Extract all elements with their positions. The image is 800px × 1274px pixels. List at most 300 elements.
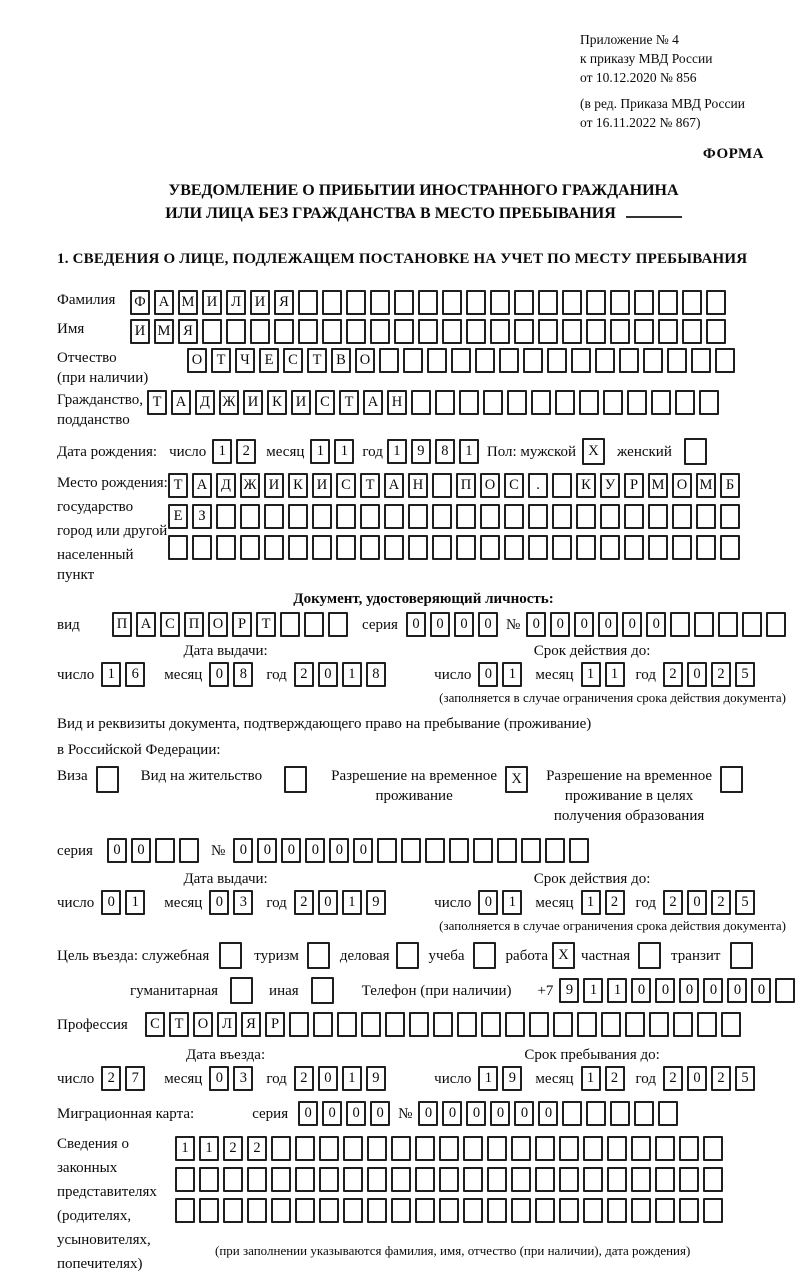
char-box[interactable]: Т (256, 612, 276, 637)
char-box[interactable] (511, 1198, 531, 1223)
char-box[interactable] (675, 390, 695, 415)
char-box[interactable] (634, 1101, 654, 1126)
char-box[interactable] (223, 1167, 243, 1192)
char-box[interactable] (571, 348, 591, 373)
char-box[interactable] (538, 290, 558, 315)
char-box[interactable]: 2 (294, 662, 314, 687)
char-box[interactable] (603, 390, 623, 415)
char-box[interactable] (699, 390, 719, 415)
char-box[interactable] (634, 290, 654, 315)
char-box[interactable]: Ч (235, 348, 255, 373)
char-box[interactable] (264, 535, 284, 560)
char-box[interactable]: 5 (735, 1066, 755, 1091)
char-box[interactable] (418, 290, 438, 315)
char-box[interactable]: Т (168, 473, 188, 498)
char-box[interactable] (216, 535, 236, 560)
char-box[interactable] (319, 1167, 339, 1192)
char-box[interactable] (457, 1012, 477, 1037)
char-box[interactable] (601, 1012, 621, 1037)
char-box[interactable] (505, 1012, 525, 1037)
char-box[interactable] (658, 290, 678, 315)
char-box[interactable] (562, 319, 582, 344)
char-box[interactable]: О (193, 1012, 213, 1037)
char-box[interactable]: Р (624, 473, 644, 498)
char-box[interactable]: С (283, 348, 303, 373)
char-box[interactable]: Ф (130, 290, 150, 315)
char-box[interactable] (631, 1198, 651, 1223)
char-box[interactable] (667, 348, 687, 373)
char-box[interactable] (336, 535, 356, 560)
char-box[interactable]: 2 (663, 1066, 683, 1091)
char-box[interactable] (391, 1136, 411, 1161)
char-box[interactable]: 1 (607, 978, 627, 1003)
char-box[interactable] (451, 348, 471, 373)
char-box[interactable]: П (112, 612, 132, 637)
char-box[interactable] (576, 504, 596, 529)
char-box[interactable]: С (315, 390, 335, 415)
char-box[interactable] (697, 1012, 717, 1037)
char-box[interactable] (624, 504, 644, 529)
checkbox-residence-permit[interactable] (284, 766, 307, 793)
checkbox-temp-residence-education[interactable] (720, 766, 743, 793)
char-box[interactable]: 0 (574, 612, 594, 637)
char-box[interactable] (415, 1136, 435, 1161)
char-box[interactable] (394, 290, 414, 315)
char-box[interactable]: 8 (366, 662, 386, 687)
char-box[interactable] (463, 1136, 483, 1161)
char-box[interactable] (583, 1167, 603, 1192)
char-box[interactable] (312, 504, 332, 529)
char-box[interactable] (403, 348, 423, 373)
char-box[interactable] (703, 1167, 723, 1192)
char-box[interactable] (175, 1167, 195, 1192)
char-box[interactable]: Ж (240, 473, 260, 498)
char-box[interactable] (298, 319, 318, 344)
char-box[interactable] (504, 504, 524, 529)
char-box[interactable] (672, 504, 692, 529)
char-box[interactable] (559, 1198, 579, 1223)
char-box[interactable] (271, 1136, 291, 1161)
char-box[interactable] (514, 290, 534, 315)
char-box[interactable] (559, 1136, 579, 1161)
char-box[interactable] (442, 290, 462, 315)
char-box[interactable]: 6 (125, 662, 145, 687)
checkbox-purpose-tourism[interactable] (307, 942, 330, 969)
char-box[interactable] (553, 1012, 573, 1037)
char-box[interactable]: О (355, 348, 375, 373)
char-box[interactable]: Н (408, 473, 428, 498)
char-box[interactable] (425, 838, 445, 863)
char-box[interactable]: 2 (711, 1066, 731, 1091)
char-box[interactable]: 1 (502, 890, 522, 915)
char-box[interactable] (240, 504, 260, 529)
char-box[interactable]: 0 (209, 662, 229, 687)
char-box[interactable]: Е (259, 348, 279, 373)
char-box[interactable]: М (696, 473, 716, 498)
char-box[interactable] (679, 1198, 699, 1223)
char-box[interactable] (672, 535, 692, 560)
char-box[interactable]: 0 (281, 838, 301, 863)
char-box[interactable] (545, 838, 565, 863)
char-box[interactable] (384, 504, 404, 529)
char-box[interactable] (586, 290, 606, 315)
char-box[interactable]: Л (226, 290, 246, 315)
char-box[interactable] (289, 1012, 309, 1037)
char-box[interactable] (631, 1167, 651, 1192)
char-box[interactable] (346, 319, 366, 344)
char-box[interactable] (600, 535, 620, 560)
char-box[interactable] (328, 612, 348, 637)
checkbox-purpose-other[interactable] (311, 977, 334, 1004)
char-box[interactable] (610, 290, 630, 315)
checkbox-purpose-official[interactable] (219, 942, 242, 969)
char-box[interactable]: П (456, 473, 476, 498)
char-box[interactable]: К (288, 473, 308, 498)
char-box[interactable]: 0 (346, 1101, 366, 1126)
char-box[interactable] (655, 1167, 675, 1192)
char-box[interactable] (521, 838, 541, 863)
char-box[interactable]: Б (720, 473, 740, 498)
char-box[interactable]: С (504, 473, 524, 498)
char-box[interactable] (511, 1167, 531, 1192)
checkbox-purpose-work[interactable]: X (552, 942, 575, 969)
char-box[interactable] (271, 1198, 291, 1223)
char-box[interactable] (337, 1012, 357, 1037)
char-box[interactable] (658, 319, 678, 344)
char-box[interactable]: Т (169, 1012, 189, 1037)
char-box[interactable]: 0 (631, 978, 651, 1003)
char-box[interactable] (648, 504, 668, 529)
char-box[interactable]: Я (241, 1012, 261, 1037)
char-box[interactable] (658, 1101, 678, 1126)
char-box[interactable] (432, 504, 452, 529)
char-box[interactable]: 1 (342, 890, 362, 915)
char-box[interactable]: 1 (581, 1066, 601, 1091)
char-box[interactable] (715, 348, 735, 373)
char-box[interactable] (742, 612, 762, 637)
char-box[interactable]: 8 (435, 439, 455, 464)
char-box[interactable]: 0 (703, 978, 723, 1003)
char-box[interactable]: 1 (342, 662, 362, 687)
char-box[interactable] (703, 1198, 723, 1223)
char-box[interactable] (504, 535, 524, 560)
char-box[interactable] (682, 290, 702, 315)
char-box[interactable] (415, 1167, 435, 1192)
char-box[interactable] (691, 348, 711, 373)
char-box[interactable] (535, 1167, 555, 1192)
char-box[interactable]: 1 (310, 439, 330, 464)
char-box[interactable] (391, 1198, 411, 1223)
char-box[interactable]: 0 (687, 890, 707, 915)
char-box[interactable] (473, 838, 493, 863)
char-box[interactable] (155, 838, 175, 863)
char-box[interactable] (295, 1136, 315, 1161)
char-box[interactable] (168, 535, 188, 560)
char-box[interactable]: И (202, 290, 222, 315)
char-box[interactable] (562, 1101, 582, 1126)
char-box[interactable] (490, 319, 510, 344)
char-box[interactable] (507, 390, 527, 415)
char-box[interactable] (648, 535, 668, 560)
char-box[interactable]: И (130, 319, 150, 344)
char-box[interactable] (694, 612, 714, 637)
char-box[interactable] (625, 1012, 645, 1037)
char-box[interactable]: 0 (318, 1066, 338, 1091)
char-box[interactable] (343, 1167, 363, 1192)
char-box[interactable]: 0 (622, 612, 642, 637)
char-box[interactable]: 0 (406, 612, 426, 637)
char-box[interactable] (624, 535, 644, 560)
char-box[interactable]: 0 (538, 1101, 558, 1126)
char-box[interactable] (487, 1136, 507, 1161)
char-box[interactable]: 1 (212, 439, 232, 464)
char-box[interactable]: Н (387, 390, 407, 415)
char-box[interactable] (401, 838, 421, 863)
char-box[interactable]: 0 (305, 838, 325, 863)
char-box[interactable]: 9 (502, 1066, 522, 1091)
char-box[interactable]: Ж (219, 390, 239, 415)
char-box[interactable]: И (291, 390, 311, 415)
char-box[interactable]: 9 (366, 1066, 386, 1091)
char-box[interactable] (718, 612, 738, 637)
char-box[interactable]: 2 (247, 1136, 267, 1161)
char-box[interactable] (679, 1167, 699, 1192)
char-box[interactable] (361, 1012, 381, 1037)
char-box[interactable]: А (192, 473, 212, 498)
char-box[interactable]: 1 (175, 1136, 195, 1161)
char-box[interactable]: 1 (125, 890, 145, 915)
char-box[interactable]: 1 (101, 662, 121, 687)
char-box[interactable] (346, 290, 366, 315)
char-box[interactable] (583, 1198, 603, 1223)
char-box[interactable] (466, 290, 486, 315)
char-box[interactable] (720, 504, 740, 529)
char-box[interactable] (394, 319, 414, 344)
char-box[interactable]: 2 (605, 890, 625, 915)
char-box[interactable]: 0 (490, 1101, 510, 1126)
char-box[interactable] (577, 1012, 597, 1037)
char-box[interactable] (367, 1136, 387, 1161)
char-box[interactable] (619, 348, 639, 373)
char-box[interactable]: К (267, 390, 287, 415)
char-box[interactable] (280, 612, 300, 637)
char-box[interactable]: 1 (478, 1066, 498, 1091)
char-box[interactable]: З (192, 504, 212, 529)
char-box[interactable] (226, 319, 246, 344)
char-box[interactable] (298, 290, 318, 315)
char-box[interactable] (313, 1012, 333, 1037)
char-box[interactable] (175, 1198, 195, 1223)
char-box[interactable] (682, 319, 702, 344)
char-box[interactable] (370, 319, 390, 344)
char-box[interactable] (511, 1136, 531, 1161)
char-box[interactable]: Р (265, 1012, 285, 1037)
char-box[interactable] (435, 390, 455, 415)
char-box[interactable]: 2 (101, 1066, 121, 1091)
char-box[interactable]: 3 (233, 890, 253, 915)
char-box[interactable] (610, 1101, 630, 1126)
char-box[interactable] (600, 504, 620, 529)
char-box[interactable] (576, 535, 596, 560)
checkbox-visa[interactable] (96, 766, 119, 793)
char-box[interactable]: 0 (751, 978, 771, 1003)
char-box[interactable]: 2 (711, 662, 731, 687)
char-box[interactable] (586, 319, 606, 344)
char-box[interactable] (409, 1012, 429, 1037)
char-box[interactable]: 9 (411, 439, 431, 464)
char-box[interactable]: А (171, 390, 191, 415)
char-box[interactable] (411, 390, 431, 415)
char-box[interactable]: Я (178, 319, 198, 344)
char-box[interactable] (295, 1167, 315, 1192)
char-box[interactable] (555, 390, 575, 415)
char-box[interactable] (319, 1136, 339, 1161)
char-box[interactable]: . (528, 473, 548, 498)
char-box[interactable] (439, 1136, 459, 1161)
char-box[interactable]: 2 (236, 439, 256, 464)
char-box[interactable]: 1 (583, 978, 603, 1003)
char-box[interactable] (179, 838, 199, 863)
char-box[interactable]: И (312, 473, 332, 498)
char-box[interactable] (288, 504, 308, 529)
char-box[interactable] (586, 1101, 606, 1126)
char-box[interactable]: М (154, 319, 174, 344)
char-box[interactable]: 0 (209, 890, 229, 915)
char-box[interactable]: У (600, 473, 620, 498)
char-box[interactable] (649, 1012, 669, 1037)
char-box[interactable]: С (160, 612, 180, 637)
char-box[interactable] (655, 1136, 675, 1161)
char-box[interactable] (288, 535, 308, 560)
char-box[interactable] (481, 1012, 501, 1037)
char-box[interactable]: 0 (550, 612, 570, 637)
char-box[interactable]: 0 (318, 890, 338, 915)
char-box[interactable]: 1 (581, 662, 601, 687)
char-box[interactable]: 0 (514, 1101, 534, 1126)
char-box[interactable] (391, 1167, 411, 1192)
char-box[interactable]: 0 (329, 838, 349, 863)
char-box[interactable] (497, 838, 517, 863)
char-box[interactable] (216, 504, 236, 529)
char-box[interactable]: А (363, 390, 383, 415)
char-box[interactable]: 2 (663, 662, 683, 687)
char-box[interactable]: 0 (727, 978, 747, 1003)
char-box[interactable]: Е (168, 504, 188, 529)
char-box[interactable] (583, 1136, 603, 1161)
char-box[interactable] (627, 390, 647, 415)
checkbox-temp-residence-permit[interactable]: X (505, 766, 528, 793)
char-box[interactable] (607, 1198, 627, 1223)
char-box[interactable] (559, 1167, 579, 1192)
char-box[interactable]: 0 (353, 838, 373, 863)
char-box[interactable]: К (576, 473, 596, 498)
char-box[interactable] (415, 1198, 435, 1223)
char-box[interactable] (547, 348, 567, 373)
char-box[interactable] (490, 290, 510, 315)
char-box[interactable] (631, 1136, 651, 1161)
char-box[interactable] (535, 1198, 555, 1223)
char-box[interactable] (487, 1198, 507, 1223)
char-box[interactable] (432, 473, 452, 498)
char-box[interactable]: 0 (131, 838, 151, 863)
char-box[interactable]: И (264, 473, 284, 498)
char-box[interactable] (610, 319, 630, 344)
char-box[interactable]: 2 (711, 890, 731, 915)
char-box[interactable] (538, 319, 558, 344)
char-box[interactable] (459, 390, 479, 415)
char-box[interactable]: 0 (233, 838, 253, 863)
char-box[interactable] (199, 1198, 219, 1223)
char-box[interactable] (531, 390, 551, 415)
char-box[interactable] (439, 1198, 459, 1223)
char-box[interactable] (528, 535, 548, 560)
char-box[interactable]: Т (360, 473, 380, 498)
char-box[interactable] (360, 504, 380, 529)
char-box[interactable]: И (250, 290, 270, 315)
checkbox-purpose-business[interactable] (396, 942, 419, 969)
char-box[interactable]: 0 (101, 890, 121, 915)
char-box[interactable]: 2 (663, 890, 683, 915)
char-box[interactable] (322, 319, 342, 344)
char-box[interactable] (343, 1198, 363, 1223)
char-box[interactable] (370, 290, 390, 315)
char-box[interactable] (499, 348, 519, 373)
char-box[interactable]: 2 (605, 1066, 625, 1091)
char-box[interactable] (483, 390, 503, 415)
char-box[interactable] (192, 535, 212, 560)
checkbox-purpose-study[interactable] (473, 942, 496, 969)
char-box[interactable] (379, 348, 399, 373)
char-box[interactable]: 0 (322, 1101, 342, 1126)
char-box[interactable]: Т (339, 390, 359, 415)
char-box[interactable]: Т (307, 348, 327, 373)
char-box[interactable]: 2 (294, 890, 314, 915)
char-box[interactable] (343, 1136, 363, 1161)
char-box[interactable] (595, 348, 615, 373)
char-box[interactable]: О (672, 473, 692, 498)
char-box[interactable]: 0 (655, 978, 675, 1003)
char-box[interactable] (304, 612, 324, 637)
char-box[interactable]: Д (216, 473, 236, 498)
char-box[interactable] (367, 1167, 387, 1192)
char-box[interactable] (775, 978, 795, 1003)
checkbox-purpose-private[interactable] (638, 942, 661, 969)
char-box[interactable]: 9 (366, 890, 386, 915)
char-box[interactable]: 0 (454, 612, 474, 637)
char-box[interactable] (673, 1012, 693, 1037)
char-box[interactable]: 0 (687, 1066, 707, 1091)
char-box[interactable] (475, 348, 495, 373)
char-box[interactable] (322, 290, 342, 315)
char-box[interactable] (529, 1012, 549, 1037)
char-box[interactable]: 1 (199, 1136, 219, 1161)
char-box[interactable]: 0 (526, 612, 546, 637)
char-box[interactable]: 5 (735, 890, 755, 915)
char-box[interactable] (247, 1198, 267, 1223)
char-box[interactable]: С (145, 1012, 165, 1037)
char-box[interactable] (433, 1012, 453, 1037)
char-box[interactable]: 0 (370, 1101, 390, 1126)
char-box[interactable]: 0 (257, 838, 277, 863)
char-box[interactable]: И (243, 390, 263, 415)
char-box[interactable] (651, 390, 671, 415)
checkbox-purpose-transit[interactable] (730, 942, 753, 969)
char-box[interactable]: О (187, 348, 207, 373)
char-box[interactable]: 0 (418, 1101, 438, 1126)
char-box[interactable] (552, 535, 572, 560)
char-box[interactable] (535, 1136, 555, 1161)
char-box[interactable]: 1 (342, 1066, 362, 1091)
